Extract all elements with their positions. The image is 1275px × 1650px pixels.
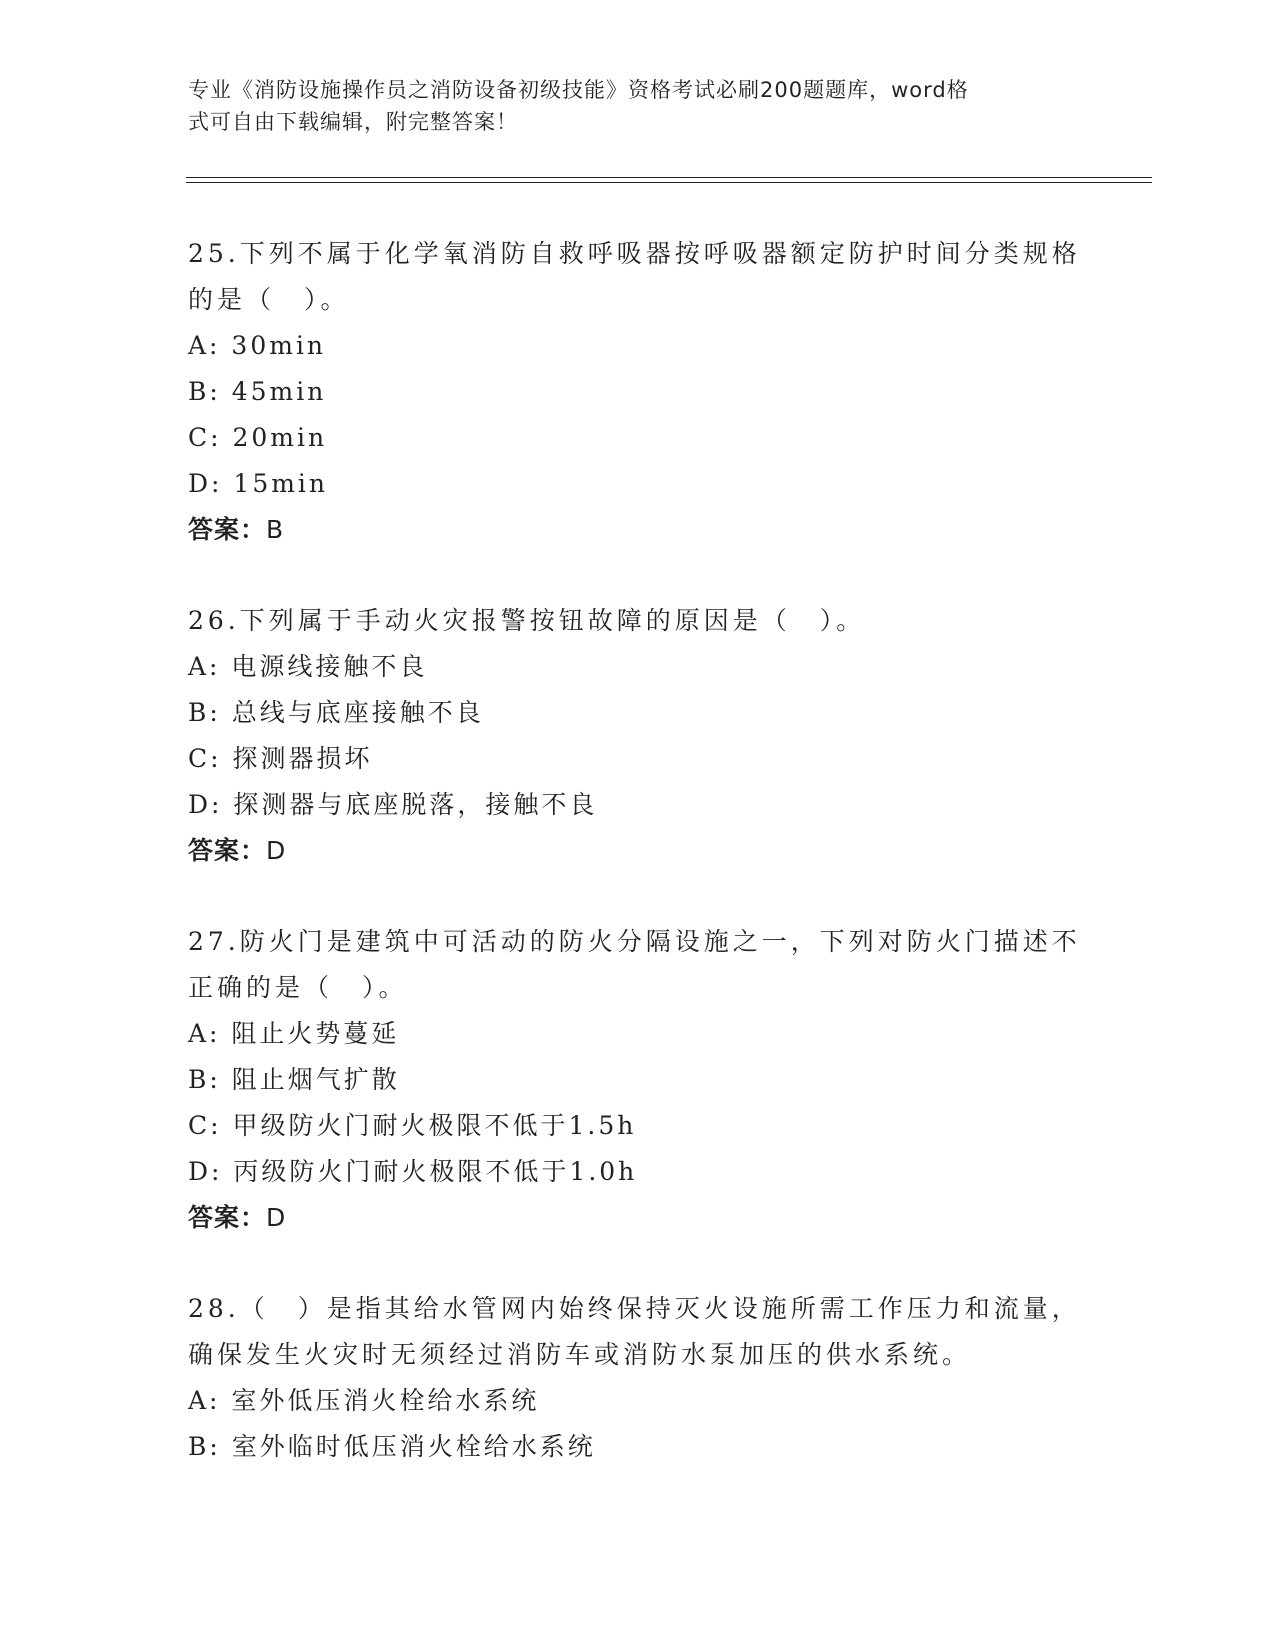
answer-line	[188, 507, 1088, 553]
question-25	[188, 231, 1088, 553]
option-c: C: 20min	[188, 423, 328, 452]
option-c: C: 探测器损坏	[188, 744, 373, 773]
option-d: D: 15min	[188, 469, 329, 498]
document-header	[188, 74, 1068, 138]
option-a: A: 电源线接触不良	[188, 652, 428, 681]
option-d: D: 探测器与底座脱落，接触不良	[188, 790, 598, 819]
question-stem-continued: 的是（ ）。	[188, 285, 350, 314]
question-list	[188, 231, 1088, 1470]
answer-label: 答案：	[188, 836, 267, 865]
header-divider-top	[186, 177, 1152, 178]
option-d: D: 丙级防火门耐火极限不低于1.0h	[188, 1157, 638, 1186]
option-a: A: 30min	[188, 331, 327, 360]
option-b: B: 室外临时低压消火栓给水系统	[188, 1432, 596, 1461]
answer-value: B	[266, 515, 285, 544]
option-a: A: 阻止火势蔓延	[188, 1019, 400, 1048]
spacer	[188, 553, 1088, 598]
spacer	[188, 1241, 1088, 1286]
header-divider-bottom	[186, 182, 1152, 183]
spacer	[188, 874, 1088, 919]
question-stem: 25.下列不属于化学氧消防自救呼吸器按呼吸器额定防护时间分类规格	[188, 239, 1081, 268]
header-line-2: 式可自由下载编辑，附完整答案！	[188, 110, 518, 134]
question-stem: 26.下列属于手动火灾报警按钮故障的原因是（ ）。	[188, 606, 866, 635]
option-b: B: 总线与底座接触不良	[188, 698, 484, 727]
header-line-1: 专业《消防设施操作员之消防设备初级技能》资格考试必刷200题题库，word格	[188, 78, 969, 102]
answer-label: 答案：	[188, 1203, 267, 1232]
question-28	[188, 1286, 1088, 1470]
option-b: B: 45min	[188, 377, 327, 406]
answer-label: 答案：	[188, 515, 267, 544]
option-c: C: 甲级防火门耐火极限不低于1.5h	[188, 1111, 637, 1140]
option-b: B: 阻止烟气扩散	[188, 1065, 400, 1094]
answer-line	[188, 1195, 1088, 1241]
answer-value: D	[266, 1203, 287, 1232]
question-27	[188, 919, 1088, 1241]
question-26	[188, 598, 1088, 874]
question-stem: 28.（ ）是指其给水管网内始终保持灭火设施所需工作压力和流量，	[188, 1294, 1081, 1323]
answer-value: D	[266, 836, 287, 865]
question-stem: 27.防火门是建筑中可活动的防火分隔设施之一，下列对防火门描述不	[188, 927, 1081, 956]
question-stem-continued: 正确的是（ ）。	[188, 973, 408, 1002]
answer-line	[188, 828, 1088, 874]
option-a: A: 室外低压消火栓给水系统	[188, 1386, 540, 1415]
question-stem-continued: 确保发生火灾时无须经过消防车或消防水泵加压的供水系统。	[188, 1340, 972, 1369]
